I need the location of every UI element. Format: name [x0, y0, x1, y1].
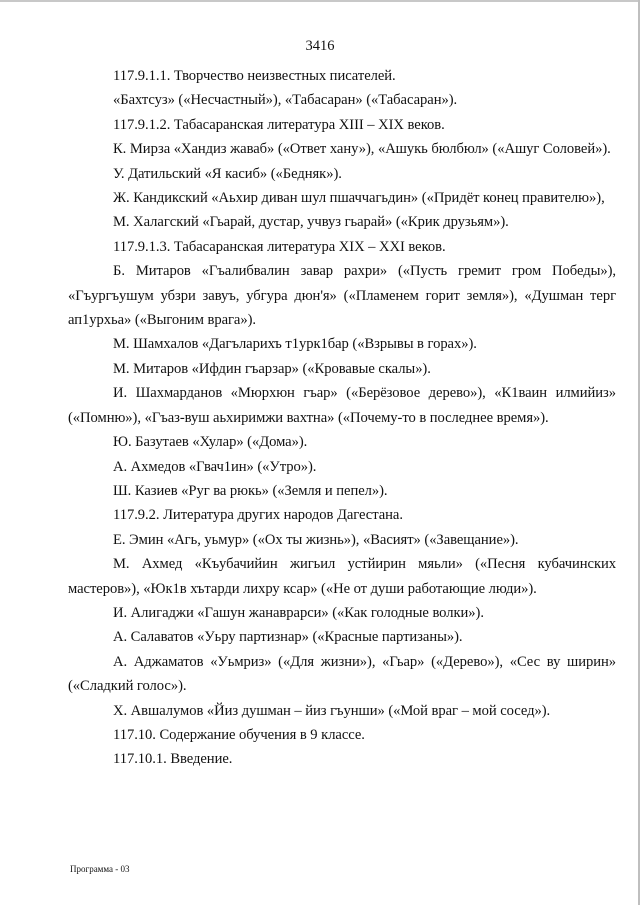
- paragraph: М. Халагский «Гьарай, дустар, учвуз гьарай» («Крик друзьям»).: [113, 214, 509, 231]
- paragraph: 117.9.2. Литература других народов Дагестана.: [113, 507, 403, 524]
- paragraph: 117.9.1.3. Табасаранская литература XIX – XXI веков.: [113, 238, 446, 255]
- paragraph: М. Шамхалов «Дагъларихъ т1урк1бар («Взрывы в горах»).: [113, 336, 477, 353]
- paragraph: Ю. Базутаев «Хулар» («Дома»).: [113, 434, 308, 451]
- paragraph: Е. Эмин «Агь, уьмур» («Ох ты жизнь»), «Васият» («Завещание»).: [113, 531, 519, 548]
- paragraph: 117.9.1.1. Творчество неизвестных писателей.: [113, 68, 396, 84]
- paragraph: Ш. Казиев «Руг ва рюкь» («Земля и пепел»).: [113, 482, 388, 499]
- paragraph: Б. Митаров «Гъалибвалин завар рахри» («Пусть гремит гром Победы»), «Гъургъушум убзри завуъ, убгура дюн'я» («Пламенем горит земля»), «Душман терг ап1урхьа» («Выгоним врага»).: [68, 263, 616, 329]
- paragraph: А. Аджаматов «Уьмриз» («Для жизни»), «Гьар» («Дерево»), «Сес ву ширин» («Сладкий голос»).: [68, 653, 616, 695]
- paragraph: И. Шахмарданов «Мюрхюн гъар» («Берёзовое дерево»), «К1ваин илмийиз» («Помню»), «Гъаз-вуш аьхиримжи вахтна» («Почему-то в последнее время»).: [68, 385, 616, 426]
- paragraph: К. Мирза «Хандиз жаваб» («Ответ хану»), «Ашукь бюлбюл» («Ашуг Соловей»).: [113, 141, 611, 158]
- paragraph: М. Ахмед «Къубачийин жигьил устйирин мяьли» («Песня кубачинских мастеров»), «Юк1в хътарди лихру ксар» («Не от души работающие люди»).: [68, 556, 616, 597]
- paragraph: 117.10. Содержание обучения в 9 классе.: [113, 726, 365, 743]
- paragraph: Ж. Кандикский «Аьхир диван шул пшаччагьдин» («Придёт конец правителю»),: [113, 190, 605, 207]
- paragraph: М. Митаров «Ифдин гъарзар» («Кровавые скалы»).: [113, 360, 431, 377]
- paragraph: 117.10.1. Введение.: [113, 751, 233, 768]
- page-number: 3416: [305, 38, 335, 54]
- paragraph: Х. Авшалумов «Йиз душман – йиз гъунши» («Мой враг – мой сосед»).: [113, 702, 551, 719]
- paragraph: А. Ахмедов «Гвач1ин» («Утро»).: [113, 458, 317, 475]
- page-footer: Программа - 03: [70, 864, 130, 874]
- paragraph: А. Салаватов «Уьру партизнар» («Красные партизаны»).: [113, 629, 463, 646]
- page-edge-top: [0, 0, 640, 2]
- paragraph: 117.9.1.2. Табасаранская литература XIII – XIX веков.: [113, 116, 445, 133]
- paragraph: «Бахтсуз» («Несчастный»), «Табасаран» («Табасаран»).: [113, 92, 458, 109]
- paragraph: И. Алигаджи «Гашун жанаврарси» («Как голодные волки»).: [113, 604, 484, 621]
- paragraph: У. Датильский «Я касиб» («Бедняк»).: [113, 165, 342, 182]
- document-body: [68, 64, 616, 772]
